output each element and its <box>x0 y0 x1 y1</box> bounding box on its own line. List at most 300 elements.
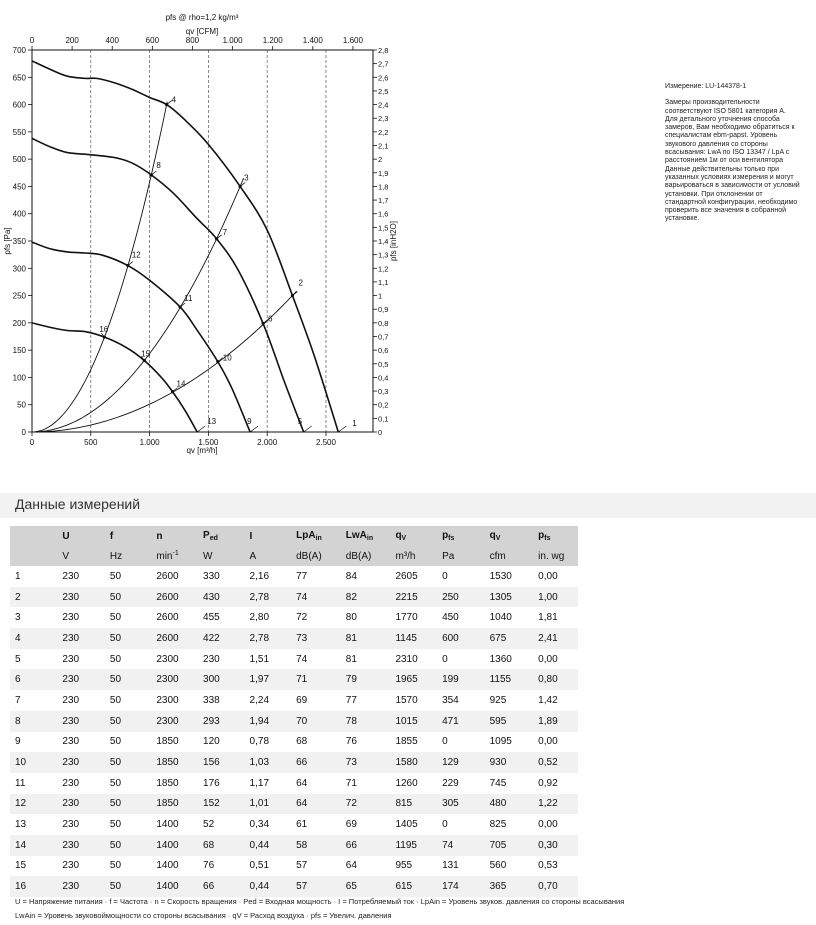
table-cell: 50 <box>105 752 151 773</box>
table-cell: 72 <box>341 794 391 815</box>
table-cell: 1,01 <box>245 794 292 815</box>
table-cell: 81 <box>341 649 391 670</box>
table-cell: 1400 <box>151 835 198 856</box>
y-tick-label: 150 <box>12 346 26 356</box>
table-cell: 10 <box>10 752 57 773</box>
table-cell: 745 <box>485 773 534 794</box>
table-cell: 1400 <box>151 814 198 835</box>
table-cell: 174 <box>437 876 485 897</box>
table-row <box>10 732 578 753</box>
unit-cell: A <box>245 546 292 566</box>
table-cell: 5 <box>10 649 57 670</box>
y2-tick-label: 2,4 <box>378 100 389 110</box>
y2-tick-label: 0,6 <box>378 346 389 356</box>
table-row <box>10 814 578 835</box>
table-cell: 2300 <box>151 649 198 670</box>
table-cell: 305 <box>437 794 485 815</box>
table-row <box>10 711 578 732</box>
table-cell: 1405 <box>390 814 437 835</box>
table-cell: 925 <box>485 690 534 711</box>
table-cell: 0 <box>437 814 485 835</box>
table-cell: 595 <box>485 711 534 732</box>
system-curve <box>32 102 167 432</box>
table-cell: 455 <box>198 607 245 628</box>
table-cell: 2300 <box>151 669 198 690</box>
table-cell: 230 <box>57 649 105 670</box>
table-row <box>10 835 578 856</box>
table-row <box>10 587 578 608</box>
table-cell: 74 <box>291 649 341 670</box>
y-axis-label: pfs [Pa] <box>3 227 12 255</box>
table-cell: 199 <box>437 669 485 690</box>
col-header-ped: $P_{ed}$ <box>198 526 245 546</box>
table-cell: 825 <box>485 814 534 835</box>
x2-tick-label: 0 <box>29 36 35 45</box>
table-cell: 2,24 <box>245 690 292 711</box>
col-header-index <box>10 526 57 546</box>
table-cell: 0,70 <box>533 876 578 897</box>
table-cell: 50 <box>105 773 151 794</box>
x-tick-label: 1.000 <box>139 438 160 447</box>
unit-cell: V <box>57 546 105 566</box>
table-cell: 1850 <box>151 752 198 773</box>
table-cell: 230 <box>57 794 105 815</box>
table-cell: 64 <box>291 773 341 794</box>
table-cell: 230 <box>57 607 105 628</box>
table-cell: 82 <box>341 587 391 608</box>
y2-tick-label: 2,8 <box>378 46 389 55</box>
table-cell: 1305 <box>485 587 534 608</box>
table-cell: 66 <box>341 835 391 856</box>
table-cell: 16 <box>10 876 57 897</box>
table-cell: 0,51 <box>245 856 292 877</box>
table-cell: 2,78 <box>245 587 292 608</box>
table-cell: 230 <box>57 628 105 649</box>
table-cell: 0,44 <box>245 835 292 856</box>
table-cell: 229 <box>437 773 485 794</box>
unit-cell: dB(A) <box>291 546 341 566</box>
legend-line-2: LwAin = Уровень звуковоймощности со стороны всасывания · qV = Расход воздуха · pfs = Увелич. давления <box>15 911 392 920</box>
section-header <box>0 493 816 518</box>
point-leader <box>304 426 312 432</box>
legend-line-1: U = Напряжение питания · f = Частота · n = Скорость вращения · Ped = Входная мощность · I = Потребляемый ток · LpAin = Уровень звуков. давления со стороны всасывания <box>15 897 625 906</box>
table-row <box>10 649 578 670</box>
table-cell: 6 <box>10 669 57 690</box>
y2-tick-label: 1,6 <box>378 209 389 219</box>
table-cell: 1400 <box>151 876 198 897</box>
table-cell: 73 <box>291 628 341 649</box>
table-cell: 0,53 <box>533 856 578 877</box>
table-cell: 14 <box>10 835 57 856</box>
table-cell: 230 <box>57 566 105 587</box>
table-cell: 0,78 <box>245 732 292 753</box>
table-cell: 1,94 <box>245 711 292 732</box>
table-cell: 0 <box>437 649 485 670</box>
table-cell: 3 <box>10 607 57 628</box>
table-cell: 1530 <box>485 566 534 587</box>
table-cell: 300 <box>198 669 245 690</box>
y2-tick-label: 1,5 <box>378 223 389 233</box>
table-cell: 50 <box>105 607 151 628</box>
section-title: Данные измерений <box>15 496 141 512</box>
table-cell: 1855 <box>390 732 437 753</box>
operating-point-label: 14 <box>176 379 186 389</box>
table-cell: 2300 <box>151 690 198 711</box>
table-cell: 50 <box>105 587 151 608</box>
table-cell: 2600 <box>151 587 198 608</box>
table-cell: 1360 <box>485 649 534 670</box>
table-row <box>10 607 578 628</box>
table-cell: 1,51 <box>245 649 292 670</box>
table-cell: 1260 <box>390 773 437 794</box>
operating-point-label: 8 <box>156 160 161 170</box>
table-cell: 0,00 <box>533 566 578 587</box>
table-cell: 120 <box>198 732 245 753</box>
table-row <box>10 876 578 897</box>
operating-point-label: 16 <box>99 325 109 335</box>
table-cell: 2310 <box>390 649 437 670</box>
y2-tick-label: 1,1 <box>378 277 389 287</box>
operating-point-label: 3 <box>244 173 249 183</box>
col-header-lpain: LpA$_{in}$ <box>291 526 341 546</box>
operating-point-label: 9 <box>247 417 252 426</box>
x2-axis-label: qv [CFM] <box>185 27 219 36</box>
table-cell: 57 <box>291 876 341 897</box>
table-cell: 50 <box>105 711 151 732</box>
table-cell: 50 <box>105 628 151 649</box>
y-tick-label: 0 <box>21 428 26 437</box>
table-cell: 50 <box>105 649 151 670</box>
table-cell: 230 <box>57 876 105 897</box>
col-header-qv-m3h: $q_V$ <box>390 526 437 546</box>
y-tick-label: 500 <box>12 155 26 165</box>
y2-tick-label: 1,8 <box>378 182 389 192</box>
unit-cell: in. wg <box>533 546 578 566</box>
table-cell: 156 <box>198 752 245 773</box>
y2-tick-label: 2,6 <box>378 73 389 83</box>
table-cell: 480 <box>485 794 534 815</box>
table-cell: 76 <box>341 732 391 753</box>
table-cell: 354 <box>437 690 485 711</box>
y2-tick-label: 0,8 <box>378 318 389 328</box>
y2-tick-label: 0,2 <box>378 400 389 410</box>
table-cell: 0,52 <box>533 752 578 773</box>
table-cell: 68 <box>198 835 245 856</box>
operating-point-label: 12 <box>131 250 141 260</box>
table-cell: 1015 <box>390 711 437 732</box>
x2-tick-label: 1.200 <box>262 36 283 45</box>
table-cell: 68 <box>291 732 341 753</box>
table-cell: 13 <box>10 814 57 835</box>
y2-tick-label: 2,7 <box>378 59 389 69</box>
col-header-f: f <box>105 526 151 546</box>
table-cell: 1570 <box>390 690 437 711</box>
speed-curve <box>32 138 304 432</box>
y-tick-label: 250 <box>12 291 26 301</box>
table-cell: 129 <box>437 752 485 773</box>
y-tick-label: 200 <box>12 318 26 328</box>
table-cell: 7 <box>10 690 57 711</box>
table-cell: 1,00 <box>533 587 578 608</box>
table-cell: 50 <box>105 794 151 815</box>
x2-tick-label: 800 <box>185 36 200 45</box>
table-cell: 1040 <box>485 607 534 628</box>
table-cell: 50 <box>105 690 151 711</box>
table-cell: 230 <box>57 856 105 877</box>
operating-point-label: 7 <box>222 227 228 237</box>
point-leader <box>292 292 297 296</box>
table-cell: 84 <box>341 566 391 587</box>
table-cell: 230 <box>57 711 105 732</box>
table-cell: 2300 <box>151 711 198 732</box>
x2-tick-label: 600 <box>145 36 160 45</box>
x-tick-label: 1.500 <box>198 438 219 447</box>
table-cell: 600 <box>437 628 485 649</box>
table-cell: 293 <box>198 711 245 732</box>
table-cell: 330 <box>198 566 245 587</box>
y2-tick-label: 0 <box>378 428 383 437</box>
system-curve <box>32 291 297 432</box>
point-leader <box>197 426 205 432</box>
table-cell: 70 <box>291 711 341 732</box>
y-tick-label: 50 <box>17 400 26 410</box>
unit-cell: Pa <box>437 546 485 566</box>
x2-tick-label: 1.600 <box>342 36 363 45</box>
table-cell: 1,17 <box>245 773 292 794</box>
table-cell: 1850 <box>151 794 198 815</box>
col-header-n: n <box>151 526 198 546</box>
table-cell: 230 <box>57 814 105 835</box>
table-cell: 230 <box>57 669 105 690</box>
table-cell: 176 <box>198 773 245 794</box>
table-cell: 77 <box>341 690 391 711</box>
y-tick-label: 350 <box>12 237 26 246</box>
x-tick-label: 2.500 <box>315 438 336 447</box>
table-cell: 71 <box>341 773 391 794</box>
unit-cell: dB(A) <box>341 546 391 566</box>
operating-point-label: 11 <box>184 294 193 304</box>
table-cell: 1,22 <box>533 794 578 815</box>
table-cell: 76 <box>198 856 245 877</box>
y-tick-label: 450 <box>12 182 26 192</box>
unit-cell: cfm <box>485 546 534 566</box>
table-cell: 1145 <box>390 628 437 649</box>
table-cell: 930 <box>485 752 534 773</box>
table-row <box>10 669 578 690</box>
table-cell: 471 <box>437 711 485 732</box>
table-cell: 15 <box>10 856 57 877</box>
operating-point-label: 15 <box>141 349 151 359</box>
y2-tick-label: 2 <box>378 155 383 165</box>
chart-title: pfs @ rho=1,2 kg/m³ <box>165 13 239 22</box>
table-cell: 50 <box>105 732 151 753</box>
table-cell: 230 <box>57 732 105 753</box>
table-cell: 2600 <box>151 607 198 628</box>
table-cell: 1095 <box>485 732 534 753</box>
table-cell: 2,41 <box>533 628 578 649</box>
table-cell: 152 <box>198 794 245 815</box>
abbreviation-legend <box>15 895 624 923</box>
measurement-description: Замеры производительности соответствуют ISO 5801 категория A. Для детального уточнения способа замеров, Вам необходимо обратиться к специалистам ebm-papst. Уровень звукового давления со стороны всасывания: LwA по ISO 13347 / LpA с расстоянием 1м от оси вентилятора Данные действительны только при указанных условиях измерения и могут варьироваться в зависимости от условий установки. При отклонении от стандартной конфигурации, необходимо проверить все значения в собранной установке. <box>665 99 800 223</box>
table-cell: 2,78 <box>245 628 292 649</box>
table-cell: 74 <box>437 835 485 856</box>
table-cell: 1770 <box>390 607 437 628</box>
table-cell: 64 <box>291 794 341 815</box>
table-cell: 0,34 <box>245 814 292 835</box>
table-body <box>10 566 578 897</box>
y2-tick-label: 2,3 <box>378 114 389 124</box>
speed-curve <box>32 61 338 432</box>
table-cell: 0,44 <box>245 876 292 897</box>
operating-point-label: 13 <box>207 417 217 426</box>
speed-curve <box>32 242 250 432</box>
table-units-row <box>10 546 578 566</box>
table-row <box>10 752 578 773</box>
y2-tick-label: 1,2 <box>378 264 389 274</box>
table-cell: 230 <box>57 835 105 856</box>
measurement-note <box>665 83 800 232</box>
unit-cell <box>10 546 57 566</box>
y2-tick-label: 0,4 <box>378 373 389 383</box>
unit-cell: W <box>198 546 245 566</box>
table-cell: 71 <box>291 669 341 690</box>
table-cell: 1,03 <box>245 752 292 773</box>
unit-cell: m³/h <box>390 546 437 566</box>
table-cell: 450 <box>437 607 485 628</box>
table-cell: 73 <box>341 752 391 773</box>
table-cell: 230 <box>57 587 105 608</box>
y2-axis-label: pfs [inH2O] <box>389 220 398 262</box>
y2-tick-label: 0,9 <box>378 305 389 315</box>
operating-point-label: 6 <box>268 314 273 324</box>
table-cell: 131 <box>437 856 485 877</box>
table-cell: 65 <box>341 876 391 897</box>
point-leader <box>338 426 346 432</box>
x2-tick-label: 200 <box>65 36 79 45</box>
y2-tick-label: 1,4 <box>378 237 389 246</box>
y-tick-label: 100 <box>12 373 26 383</box>
y-tick-label: 550 <box>12 127 26 137</box>
table-cell: 955 <box>390 856 437 877</box>
table-cell: 230 <box>198 649 245 670</box>
table-cell: 0,30 <box>533 835 578 856</box>
y2-tick-label: 1 <box>378 291 383 301</box>
col-header-qv-cfm: $q_V$ <box>485 526 534 546</box>
speed-curve <box>32 323 197 432</box>
measurement-table <box>10 526 578 897</box>
table-cell: 2,80 <box>245 607 292 628</box>
table-cell: 0,00 <box>533 732 578 753</box>
y2-tick-label: 0,1 <box>378 414 389 424</box>
measurement-id: Измерение: LU-144378-1 <box>665 83 747 90</box>
table-cell: 11 <box>10 773 57 794</box>
unit-cell: $\min^{-1}$ <box>151 546 198 566</box>
table-cell: 0,00 <box>533 814 578 835</box>
table-cell: 1,42 <box>533 690 578 711</box>
table-cell: 4 <box>10 628 57 649</box>
y2-tick-label: 0,5 <box>378 359 389 369</box>
table-cell: 2600 <box>151 566 198 587</box>
col-header-lwain: LwA$_{in}$ <box>341 526 391 546</box>
x-tick-label: 0 <box>29 438 35 447</box>
table-cell: 81 <box>341 628 391 649</box>
table-cell: 8 <box>10 711 57 732</box>
y2-tick-label: 0,7 <box>378 332 389 342</box>
y2-tick-label: 2,5 <box>378 86 389 96</box>
table-row <box>10 794 578 815</box>
point-leader <box>250 426 258 432</box>
table-cell: 1400 <box>151 856 198 877</box>
table-cell: 50 <box>105 856 151 877</box>
col-header-pfs-pa: $p_{fs}$ <box>437 526 485 546</box>
table-cell: 230 <box>57 773 105 794</box>
table-cell: 230 <box>57 690 105 711</box>
table-cell: 69 <box>341 814 391 835</box>
table-cell: 66 <box>291 752 341 773</box>
table-cell: 2605 <box>390 566 437 587</box>
table-cell: 422 <box>198 628 245 649</box>
table-cell: 1 <box>10 566 57 587</box>
col-header-pfs-inwg: $p_{fs}$ <box>533 526 578 546</box>
x2-tick-label: 400 <box>105 36 119 45</box>
table-cell: 0,00 <box>533 649 578 670</box>
table-cell: 52 <box>198 814 245 835</box>
table-cell: 50 <box>105 876 151 897</box>
table-row <box>10 628 578 649</box>
table-cell: 0 <box>437 732 485 753</box>
table-cell: 9 <box>10 732 57 753</box>
table-cell: 250 <box>437 587 485 608</box>
x2-tick-label: 1.400 <box>302 36 323 45</box>
table-cell: 2600 <box>151 628 198 649</box>
table-cell: 560 <box>485 856 534 877</box>
table-cell: 615 <box>390 876 437 897</box>
table-cell: 57 <box>291 856 341 877</box>
table-cell: 675 <box>485 628 534 649</box>
table-cell: 1195 <box>390 835 437 856</box>
y-tick-label: 600 <box>12 100 26 110</box>
y-tick-label: 300 <box>12 264 26 274</box>
operating-point-label: 1 <box>352 419 357 428</box>
table-cell: 1850 <box>151 773 198 794</box>
table-cell: 61 <box>291 814 341 835</box>
table-cell: 2 <box>10 587 57 608</box>
table-cell: 338 <box>198 690 245 711</box>
x2-tick-label: 1.000 <box>222 36 243 45</box>
table-cell: 0,80 <box>533 669 578 690</box>
y2-tick-label: 2,2 <box>378 127 389 137</box>
system-curve <box>32 178 244 432</box>
table-cell: 50 <box>105 566 151 587</box>
table-cell: 705 <box>485 835 534 856</box>
table-row <box>10 856 578 877</box>
y2-tick-label: 1,3 <box>378 250 389 260</box>
table-cell: 77 <box>291 566 341 587</box>
table-cell: 72 <box>291 607 341 628</box>
x-tick-label: 500 <box>84 438 98 447</box>
table-row <box>10 566 578 587</box>
plot-frame <box>32 50 373 432</box>
table-header-row <box>10 526 578 546</box>
table-cell: 74 <box>291 587 341 608</box>
y-tick-label: 700 <box>12 46 26 55</box>
table-cell: 80 <box>341 607 391 628</box>
table-row <box>10 773 578 794</box>
table-cell: 78 <box>341 711 391 732</box>
table-cell: 365 <box>485 876 534 897</box>
table-cell: 12 <box>10 794 57 815</box>
y-tick-label: 400 <box>12 209 26 219</box>
